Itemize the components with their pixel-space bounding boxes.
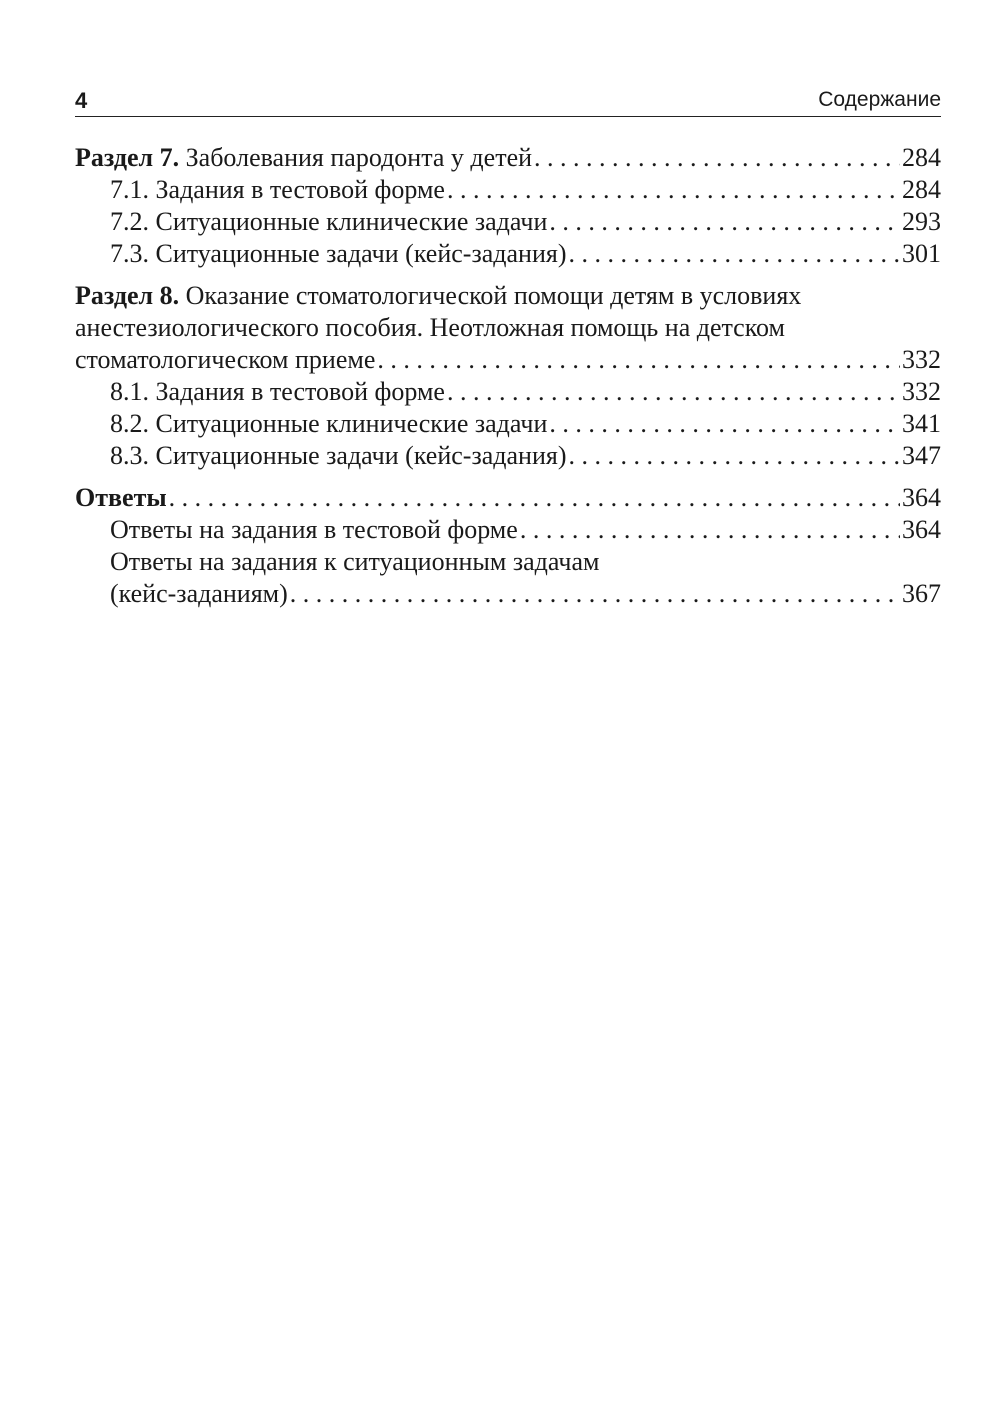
running-title: Содержание	[818, 88, 941, 111]
entry-label: 8.2. Ситуационные клинические задачи	[110, 409, 548, 438]
toc-entry-7-3[interactable]	[75, 238, 941, 270]
entry-label: Ответы на задания в тестовой форме	[110, 515, 518, 544]
dot-leader	[377, 344, 900, 376]
dot-leader	[569, 238, 901, 270]
entry-page: 293	[902, 207, 941, 236]
section-7-title: Заболевания пародонта у детей	[179, 143, 533, 172]
dot-leader	[520, 514, 900, 546]
answers-title: Ответы	[75, 483, 167, 512]
dot-leader	[169, 482, 900, 514]
entry-page: 347	[902, 441, 941, 470]
entry-page: 364	[902, 515, 941, 544]
entry-label: 8.3. Ситуационные задачи (кейс-задания)	[110, 441, 567, 470]
dot-leader	[549, 408, 900, 440]
entry-label: 8.1. Задания в тестовой форме	[110, 377, 445, 406]
entry-label: 7.2. Ситуационные клинические задачи	[110, 207, 548, 236]
page-number: 4	[75, 88, 88, 113]
toc-entry-7-1[interactable]	[75, 174, 941, 206]
entry-page: 332	[902, 377, 941, 406]
section-8-prefix: Раздел 8.	[75, 281, 180, 310]
section-8-title-line1: Оказание стоматологической помощи детям в условиях	[179, 281, 802, 310]
entry-page: 341	[902, 409, 941, 438]
entry-label: 7.3. Ситуационные задачи (кейс-задания)	[110, 239, 567, 268]
toc-entry-7-2[interactable]	[75, 206, 941, 238]
toc-entry-8-1[interactable]	[75, 376, 941, 408]
dot-leader	[290, 578, 900, 610]
entry-label-line2: (кейс-заданиям)	[110, 579, 288, 608]
toc-entry-section-7[interactable]	[75, 142, 941, 174]
section-7-prefix: Раздел 7.	[75, 143, 180, 172]
entry-page: 367	[902, 579, 941, 608]
entry-page: 284	[902, 175, 941, 204]
toc-entry-8-3[interactable]	[75, 440, 941, 472]
toc-entry-answers-test[interactable]	[75, 514, 941, 546]
dot-leader	[549, 206, 900, 238]
dot-leader	[447, 174, 900, 206]
toc-entry-answers-cases[interactable]	[75, 546, 941, 610]
table-of-contents	[75, 142, 941, 610]
dot-leader	[569, 440, 901, 472]
dot-leader	[447, 376, 900, 408]
entry-page: 301	[902, 239, 941, 268]
toc-entry-answers[interactable]	[75, 482, 941, 514]
dot-leader	[534, 142, 900, 174]
section-8-title-line3: стоматологическом приеме	[75, 345, 376, 374]
entry-label: 7.1. Задания в тестовой форме	[110, 175, 445, 204]
entry-label-line1: Ответы на задания к ситуационным задачам	[110, 547, 600, 576]
section-8-title-line2: анестезиологического пособия. Неотложная помощь на детском	[75, 313, 785, 342]
answers-page: 364	[902, 483, 941, 512]
page-header	[75, 84, 941, 117]
section-8-page: 332	[902, 345, 941, 374]
toc-entry-8-2[interactable]	[75, 408, 941, 440]
toc-entry-section-8[interactable]	[75, 280, 941, 376]
section-7-page: 284	[902, 143, 941, 172]
